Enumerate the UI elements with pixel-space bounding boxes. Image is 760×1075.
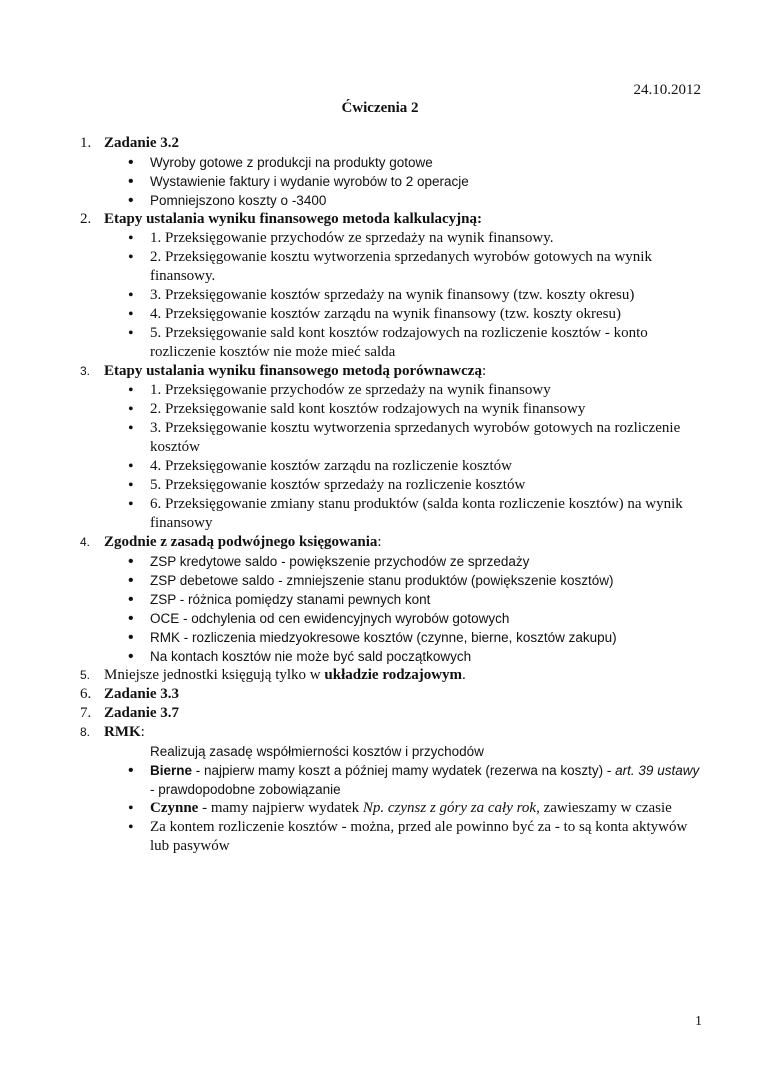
list-number: 1. — [80, 135, 92, 151]
list-number: 7. — [80, 705, 92, 721]
section-heading: Etapy ustalania wyniku finansowego metoda kalkulacyjną: — [104, 211, 482, 227]
section-heading: Zadanie 3.7 — [104, 705, 180, 721]
list-item — [80, 533, 705, 552]
section-heading: Zgodnie z zasadą podwójnego księgowania — [104, 534, 378, 550]
bullet-item: • 2. Przeksięgowanie kosztu wytworzenia sprzedanych wyrobów gotowych na wynik finansowy. — [80, 248, 705, 286]
bullet-item: • 5. Przeksięgowanie sald kont kosztów rodzajowych na rozliczenie kosztów - konto rozliczenie kosztów nie może mieć salda — [80, 324, 705, 362]
section-heading: Etapy ustalania wyniku finansowego metodą porównawczą — [104, 363, 482, 379]
bullet-item: • 6. Przeksięgowanie zmiany stanu produktów (salda konta rozliczenie kosztów) na wynik finansowy — [80, 495, 705, 533]
document-title: Ćwiczenia 2 — [341, 100, 419, 116]
list-item — [80, 210, 705, 229]
list-number: 8. — [80, 725, 91, 739]
section-heading: Zadanie 3.3 — [104, 686, 180, 702]
czynne-tail: , zawieszamy w czasie — [536, 800, 672, 816]
list-number: 5. — [80, 668, 91, 682]
list-item — [80, 134, 705, 153]
bullet-item: • 2. Przeksięgowanie sald kont kosztów rodzajowych na wynik finansowy — [80, 400, 705, 419]
czynne-example: Np. czynsz z góry za cały rok — [362, 800, 537, 816]
plain-item: Realizują zasadę współmierności kosztów i przychodów — [150, 744, 484, 759]
bierne-tail: - prawdopodobne zobowiązanie — [150, 782, 341, 797]
heading-colon: : — [140, 724, 145, 740]
list-number: 2. — [80, 211, 92, 227]
page-number: 1 — [695, 1014, 702, 1029]
bullet-item: • Wystawienie faktury i wydanie wyrobów to 2 operacje — [80, 172, 705, 191]
bullet-item: • Wyroby gotowe z produkcji na produkty gotowe — [80, 153, 705, 172]
item-bold-text: układzie rodzajowym — [324, 667, 463, 683]
bullet-item: • 1. Przeksięgowanie przychodów ze sprzedaży na wynik finansowy. — [80, 229, 705, 248]
bullet-item: • RMK - rozliczenia miedzyokresowe kosztów (czynne, bierne, kosztów zakupu) — [80, 628, 705, 647]
czynne-text: - mamy najpierw wydatek — [198, 800, 363, 816]
bullet-item: • Na kontach kosztów nie może być sald początkowych — [80, 647, 705, 666]
bullet-item: • 4. Przeksięgowanie kosztów zarządu na rozliczenie kosztów — [80, 457, 705, 476]
list-number: 4. — [80, 535, 91, 549]
bullet-item — [80, 761, 705, 799]
bullet-item: • OCE - odchylenia od cen ewidencyjnych wyrobów gotowych — [80, 609, 705, 628]
item-text: Mniejsze jednostki księgują tylko w — [104, 667, 325, 683]
list-item — [80, 723, 705, 742]
bullet-item — [80, 799, 705, 818]
bullet-item: • 5. Przeksięgowanie kosztów sprzedaży na rozliczenie kosztów — [80, 476, 705, 495]
bullet-item: • ZSP kredytowe saldo - powiększenie przychodów ze sprzedaży — [80, 552, 705, 571]
bierne-reference: art. 39 ustawy — [615, 763, 700, 778]
bullet-item: • 4. Przeksięgowanie kosztów zarządu na wynik finansowy (tzw. koszty okresu) — [80, 305, 705, 324]
bullet-item: • ZSP debetowe saldo - zmniejszenie stanu produktów (powiększenie kosztów) — [80, 571, 705, 590]
list-number: 6. — [80, 686, 92, 702]
bierne-label: Bierne — [150, 763, 193, 778]
bullet-item: • 3. Przeksięgowanie kosztów sprzedaży na wynik finansowy (tzw. koszty okresu) — [80, 286, 705, 305]
bullet-item: • 3. Przeksięgowanie kosztu wytworzenia sprzedanych wyrobów gotowych na rozliczenie kosztów — [80, 419, 705, 457]
list-item — [80, 685, 705, 704]
heading-colon: : — [377, 534, 382, 550]
document-body — [80, 134, 705, 856]
bullet-item: • 1. Przeksięgowanie przychodów ze sprzedaży na wynik finansowy — [80, 381, 705, 400]
item-suffix: . — [462, 667, 466, 683]
section-heading: RMK — [104, 724, 141, 740]
heading-colon: : — [481, 363, 487, 379]
list-item — [80, 666, 705, 685]
bullet-item: • ZSP - różnica pomiędzy stanami pewnych kont — [80, 590, 705, 609]
list-number: 3. — [80, 364, 91, 378]
list-item — [80, 704, 705, 723]
document-date: 24.10.2012 — [633, 82, 701, 98]
list-item — [80, 362, 705, 381]
section-heading: Zadanie 3.2 — [104, 135, 180, 151]
bierne-text: - najpierw mamy koszt a później mamy wydatek (rezerwa na koszty) - — [192, 763, 616, 778]
bullet-item: • Za kontem rozliczenie kosztów - można, przed ale powinno być za - to są konta aktywów lub pasywów — [80, 818, 705, 856]
czynne-label: Czynne — [150, 800, 199, 816]
bullet-item: • Pomniejszono koszty o -3400 — [80, 191, 705, 210]
